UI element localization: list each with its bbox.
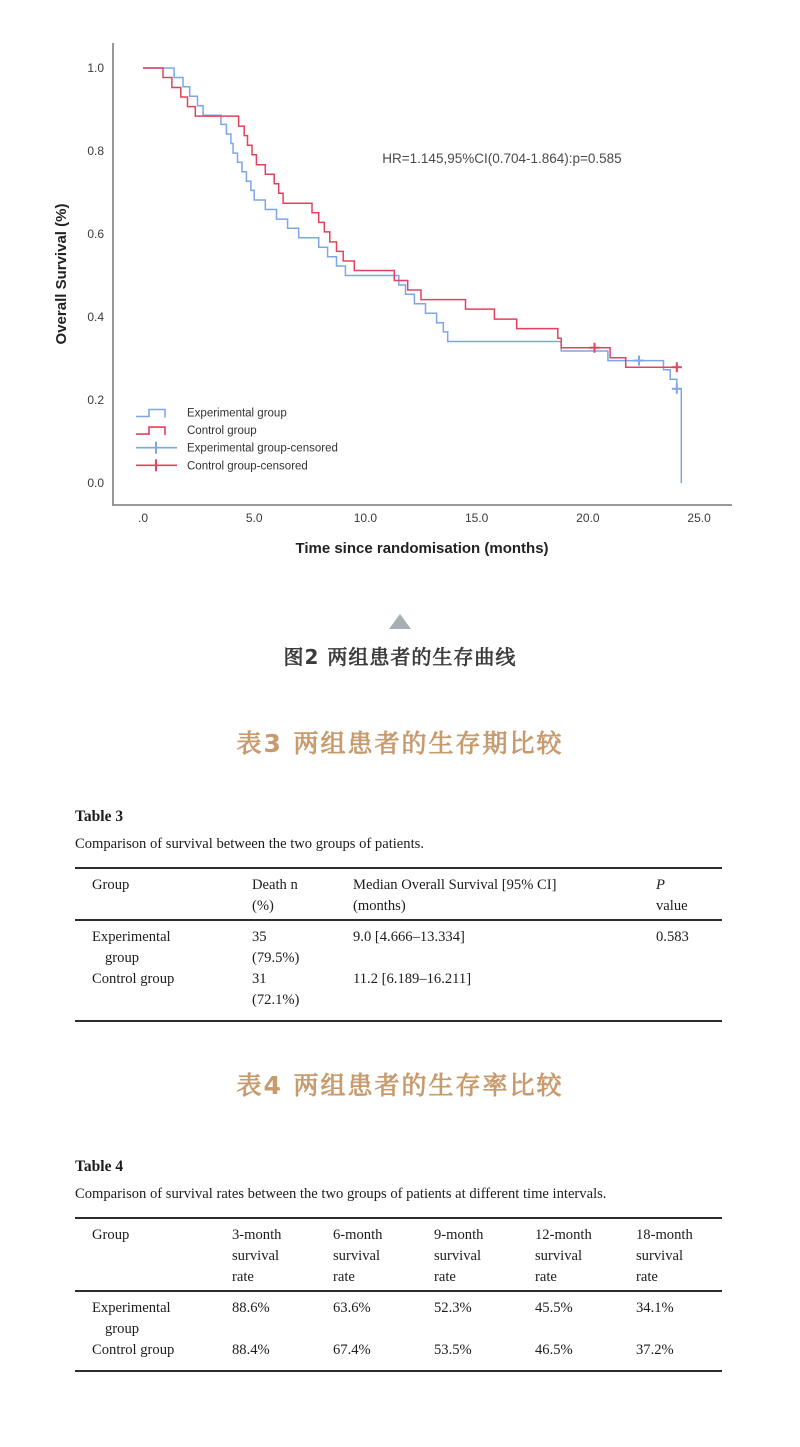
cell-line: (%) — [252, 898, 274, 914]
cell-line: rate — [333, 1269, 355, 1285]
table-cell — [75, 1340, 232, 1371]
table-cell — [434, 1291, 535, 1340]
hr-annotation: HR=1.145,95%CI(0.704-1.864):p=0.585 — [382, 151, 622, 166]
cell-line: Control group — [92, 1342, 175, 1358]
table-cell — [353, 920, 656, 969]
x-tick-label: 5.0 — [245, 511, 263, 525]
cell-line: Experimental — [92, 1300, 171, 1316]
y-tick-label: 0.8 — [87, 144, 104, 158]
cell-line: rate — [232, 1269, 254, 1285]
legend-label: Experimental group — [187, 407, 287, 420]
table-cell — [636, 1291, 722, 1340]
cell-line: 88.6% — [232, 1300, 270, 1316]
x-tick-label: 25.0 — [687, 511, 711, 525]
cell-line: Experimental — [92, 929, 171, 945]
table-cell — [75, 1291, 232, 1340]
table-header-cell — [232, 1218, 333, 1291]
cell-line: 11.2 [6.189–16.211] — [353, 971, 472, 987]
cell-line: value — [656, 898, 688, 914]
table-row — [75, 1291, 722, 1340]
cell-line: rate — [535, 1269, 557, 1285]
cell-line: Control group — [92, 971, 175, 987]
legend-label: Control group — [187, 425, 257, 438]
survival-chart-svg — [0, 0, 800, 580]
legend-step-symbol — [136, 410, 165, 418]
cell-line: survival — [232, 1248, 280, 1264]
y-tick-label: 1.0 — [87, 61, 104, 75]
cell-line: 37.2% — [636, 1342, 674, 1358]
table-cell — [232, 1291, 333, 1340]
cell-line: (79.5%) — [252, 950, 300, 966]
x-tick-label: 10.0 — [353, 511, 378, 525]
table-cell — [252, 969, 353, 1021]
table-cell — [252, 920, 353, 969]
x-tick-label: 15.0 — [464, 511, 489, 525]
legend-label: Experimental group-censored — [187, 442, 338, 455]
table4-title: Table 4 — [75, 1158, 124, 1175]
cell-line: 18-month — [636, 1227, 693, 1243]
y-tick-label: 0.6 — [87, 227, 104, 241]
legend-label: Control group-censored — [187, 460, 308, 473]
table3-block — [75, 806, 722, 1022]
x-axis-title: Time since randomisation (months) — [295, 540, 549, 557]
table-header-cell — [75, 868, 252, 920]
cell-line: 6-month — [333, 1227, 383, 1243]
table4-block — [75, 1156, 722, 1372]
cell-line: Median Overall Survival [95% CI] — [353, 877, 557, 893]
legend-step-symbol — [136, 427, 165, 435]
table-cell — [353, 969, 656, 1021]
cell-line: 12-month — [535, 1227, 592, 1243]
cell-line: 34.1% — [636, 1300, 674, 1316]
cell-line: Group — [92, 1227, 130, 1243]
table-cell — [656, 969, 722, 1021]
table-cell — [333, 1291, 434, 1340]
table-cell — [535, 1291, 636, 1340]
table-header-cell — [434, 1218, 535, 1291]
figure2-caption: 图2 两组患者的生存曲线 — [283, 645, 517, 669]
cell-line: 9.0 [4.666–13.334] — [353, 929, 465, 945]
table-cell — [656, 920, 722, 969]
table-row — [75, 1340, 722, 1371]
figure2-survival-chart — [0, 0, 800, 580]
table3 — [75, 867, 722, 1022]
cell-line: rate — [636, 1269, 658, 1285]
cell-line: 0.583 — [656, 929, 689, 945]
cell-line: survival — [636, 1248, 684, 1264]
table-header-cell — [535, 1218, 636, 1291]
cell-line: 31 — [252, 971, 267, 987]
cell-line: survival — [333, 1248, 381, 1264]
table-cell — [232, 1340, 333, 1371]
table3-caption: Comparison of survival between the two groups of patients. — [75, 836, 424, 852]
table-header-cell — [333, 1218, 434, 1291]
survival-curve-experimental-group — [143, 68, 681, 483]
cell-line: 46.5% — [535, 1342, 573, 1358]
table-cell — [434, 1340, 535, 1371]
cell-line: 53.5% — [434, 1342, 472, 1358]
cell-line: 45.5% — [535, 1300, 573, 1316]
table4-caption: Comparison of survival rates between the two groups of patients at different time intervals. — [75, 1186, 607, 1202]
cell-line: group — [105, 1321, 140, 1337]
cell-line: Group — [92, 877, 130, 893]
y-tick-label: 0.2 — [87, 393, 104, 407]
cell-line: 52.3% — [434, 1300, 472, 1316]
cell-line: Death n — [252, 877, 298, 893]
table-cell — [636, 1340, 722, 1371]
table-cell — [333, 1340, 434, 1371]
table4 — [75, 1217, 722, 1372]
cell-line: survival — [434, 1248, 482, 1264]
table-row — [75, 920, 722, 969]
cell-line: 67.4% — [333, 1342, 371, 1358]
cell-line: survival — [535, 1248, 583, 1264]
table4-section-heading: 表4 两组患者的生存率比较 — [236, 1071, 564, 1100]
cell-line: 63.6% — [333, 1300, 371, 1316]
collapse-triangle-icon — [389, 614, 411, 629]
table-row — [75, 969, 722, 1021]
cell-line: (72.1%) — [252, 992, 300, 1008]
x-tick-label: .0 — [137, 511, 149, 525]
table-cell — [75, 920, 252, 969]
table-header-cell — [75, 1218, 232, 1291]
table-header-cell — [353, 868, 656, 920]
y-tick-label: 0.0 — [87, 476, 104, 490]
cell-line: 3-month — [232, 1227, 282, 1243]
table-cell — [535, 1340, 636, 1371]
table-header-cell — [636, 1218, 722, 1291]
y-axis-title: Overall Survival (%) — [53, 203, 70, 345]
table3-title: Table 3 — [75, 808, 124, 825]
cell-line: 88.4% — [232, 1342, 270, 1358]
cell-line: 35 — [252, 929, 267, 945]
cell-line: P — [656, 877, 665, 893]
cell-line: group — [105, 950, 140, 966]
table3-section-heading: 表3 两组患者的生存期比较 — [236, 729, 564, 758]
x-tick-label: 20.0 — [576, 511, 600, 525]
cell-line: rate — [434, 1269, 456, 1285]
table-header-cell — [252, 868, 353, 920]
survival-curve-control-group — [143, 68, 680, 367]
y-tick-label: 0.4 — [87, 310, 104, 324]
table-cell — [75, 969, 252, 1021]
table-header-cell — [656, 868, 722, 920]
cell-line: 9-month — [434, 1227, 484, 1243]
cell-line: (months) — [353, 898, 406, 914]
